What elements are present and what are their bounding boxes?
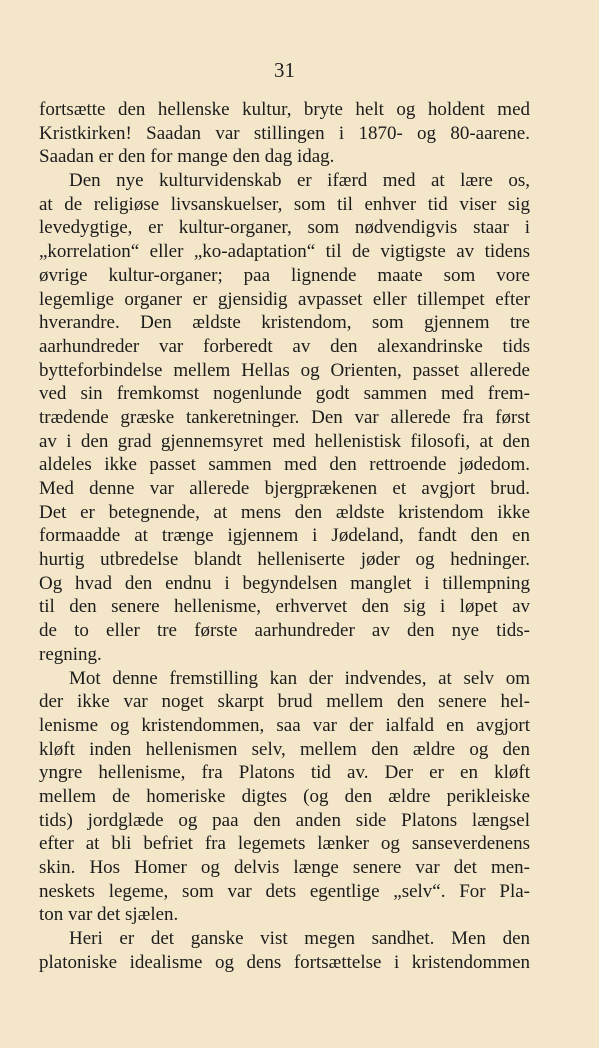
text-line: Kristkirken! Saadan var stillingen i 1870- og 80-aarene. <box>39 122 530 144</box>
text-line: Heri er det ganske vist megen sandhet. Men den <box>69 928 530 950</box>
text-line: efter at bli befriet fra legemets lænker og sanseverdenens <box>39 833 530 855</box>
text-line: levedygtige, er kultur-organer, som nødvendigvis staar i <box>39 217 530 239</box>
text-line: neskets legeme, som var dets egentlige „selv“. For Pla- <box>39 880 530 902</box>
text-line: Mot denne fremstilling kan der indvendes, at selv om <box>69 667 530 689</box>
text-line: regning. <box>39 643 102 665</box>
text-line: øvrige kultur-organer; paa lignende maate som vore <box>39 264 530 286</box>
text-line: at de religiøse livsanskuelser, som til enhver tid viser sig <box>39 193 530 215</box>
text-line: „korrelation“ eller „ko-adaptation“ til de vigtigste av tidens <box>39 241 530 263</box>
text-line: trædende græske tankeretninger. Den var allerede fra først <box>39 406 530 428</box>
text-line: der ikke var noget skarpt brud mellem den senere hel- <box>39 691 530 713</box>
page-number: 31 <box>274 58 295 82</box>
text-line: Med denne var allerede bjergprækenen et avgjort brud. <box>39 478 530 499</box>
text-line: ved sin fremkomst nogenlunde godt sammen med frem- <box>39 383 530 405</box>
text-line: aarhundreder var forberedt av den alexandrinske tids <box>39 335 530 357</box>
text-line: platoniske idealisme og dens fortsættelse i kristendommen <box>39 951 530 973</box>
text-line: Saadan er den for mange den dag idag. <box>39 146 335 168</box>
text-line: av i den grad gjennemsyret med hellenistisk filosofi, at den <box>39 430 530 452</box>
body-text <box>39 98 530 974</box>
text-line: Og hvad den endnu i begyndelsen manglet i tillempning <box>39 572 530 594</box>
text-line: hverandre. Den ældste kristendom, som gjennem tre <box>39 312 530 334</box>
text-line: ton var det sjælen. <box>39 904 179 926</box>
text-line: legemlige organer er gjensidig avpasset eller tillempet efter <box>39 288 530 310</box>
text-line: aldeles ikke passet sammen med den rettroende jødedom. <box>39 454 530 476</box>
text-line: kløft inden hellenismen selv, mellem den ældre og den <box>39 738 530 760</box>
text-line: Det er betegnende, at mens den ældste kristendom ikke <box>39 501 530 523</box>
text-line: mellem de homeriske digtes (og den ældre perikleiske <box>39 785 530 807</box>
text-line: yngre hellenisme, fra Platons tid av. Der er en kløft <box>39 762 530 784</box>
text-line: tids) jordglæde og paa den anden side Platons længsel <box>39 809 530 831</box>
text-line: til den senere hellenisme, erhvervet den sig i løpet av <box>39 596 530 618</box>
text-line: Den nye kulturvidenskab er ifærd med at lære os, <box>69 170 530 192</box>
text-line: formaadde at trænge igjennem i Jødeland, fandt den en <box>39 525 530 547</box>
text-line: de to eller tre første aarhundreder av den nye tids- <box>39 620 530 642</box>
text-line: fortsætte den hellenske kultur, bryte helt og holdent med <box>39 99 530 120</box>
text-line: hurtig utbredelse blandt helleniserte jøder og hedninger. <box>39 549 530 571</box>
text-line: skin. Hos Homer og delvis længe senere var det men- <box>39 857 530 878</box>
text-line: lenisme og kristendommen, saa var der ialfald en avgjort <box>39 714 530 736</box>
text-line: bytteforbindelse mellem Hellas og Orienten, passet allerede <box>39 359 530 381</box>
